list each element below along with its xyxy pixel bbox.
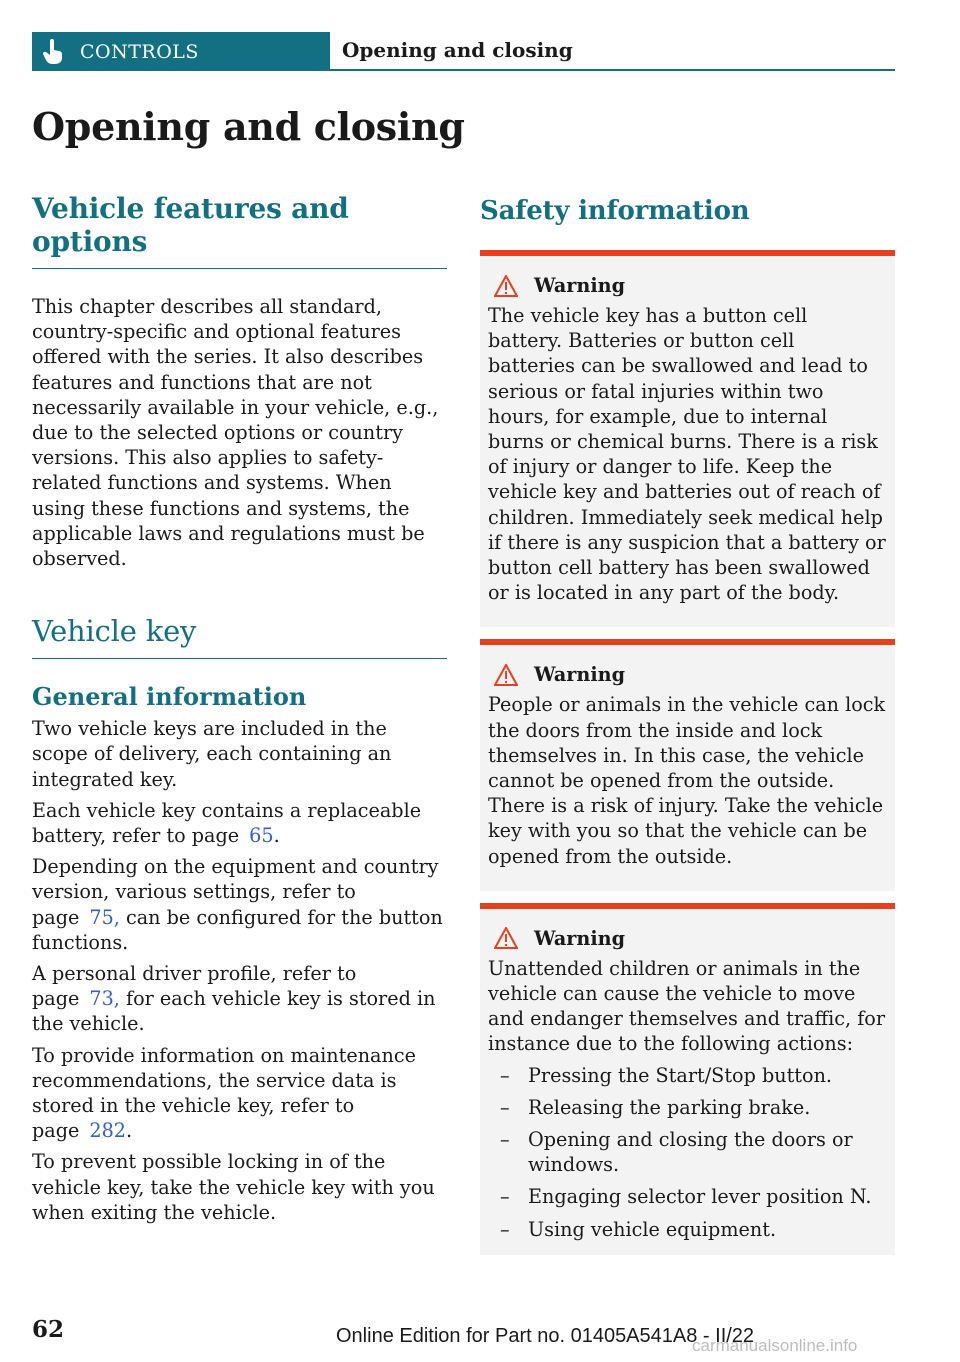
page-link-65[interactable]: 65 [249,824,274,848]
warning-label: Warning [534,926,626,950]
page-link-282[interactable]: 282 [89,1119,126,1143]
list-item: – Engaging selector lever position N. [488,1184,887,1209]
general-paragraph-2 [32,798,447,848]
section-tab[interactable] [32,32,330,71]
right-column [480,192,895,1267]
p2-text: Each vehicle key contains a replaceable battery, refer to page [32,798,422,848]
edition-footer: Online Edition for Part no. 01405A541A8 - II/22 [336,1325,755,1347]
p5-tail: . [126,1119,133,1143]
list-item: – Releasing the parking brake. [488,1095,887,1120]
warning-header [488,274,887,297]
safety-heading: Safety information [480,196,750,226]
header-rule [330,69,895,71]
warning-action-list [488,1063,887,1242]
list-item: – Opening and closing the doors or windows. [488,1127,887,1177]
warning-header [488,927,887,950]
warning-text: People or animals in the vehicle can lock the doors from the inside and lock themselves in. In this case, the vehicle cannot be opened from the outside. There is a risk of injury. Take the vehicle key with you so that the vehicle can be opened from the outside. [488,693,886,868]
hand-pointer-icon [42,39,64,65]
warning-box-3 [480,903,895,1255]
warning-text: Unattended children or animals in the vehicle can cause the vehicle to move and endanger themselves and traffic, for instance due to the following actions: [488,956,886,1056]
vehicle-key-heading: Vehicle key [32,614,197,649]
general-paragraph-1: Two vehicle keys are included in the scope of delivery, each containing an integrated key. [32,717,392,791]
page-header [32,32,895,71]
warning-box-1 [480,250,895,627]
warning-label: Warning [534,663,626,687]
features-rule [32,268,447,269]
page-title: Opening and closing [32,104,465,149]
general-paragraph-4 [32,961,447,1037]
left-column [32,192,447,1225]
warning-text: The vehicle key has a button cell battery. Batteries or button cell batteries can be swallowed and lead to serious or fatal injuries within two hours, for example, due to internal burns or chemical burns. There is a risk of injury or danger to life. Keep the vehicle key and batteries out of reach of children. Immediately seek medical help if there is any suspicion that a battery or button cell battery has been swallowed or is located in any part of the body. [488,304,886,605]
p3-tail: can be configured for the button functions. [32,905,443,954]
general-info-heading: General information [32,682,307,712]
warning-triangle-icon [494,664,518,686]
features-paragraph: This chapter describes all standard, country-specific and optional features offered with the series. It also describes features and functions that are not necessarily available in your vehicle, e.g., due to the selected options or country versions. This also applies to safety-related functions and systems. When using these functions and systems, the applicable laws and regulations must be observed. [32,295,439,571]
list-item: – Pressing the Start/Stop button. [488,1063,887,1088]
page-number: 62 [32,1316,65,1343]
p3-text: Depending on the equipment and country version, various settings, refer to page [32,855,439,929]
watermark: carmanualsonline.info [692,1336,858,1355]
list-item: – Using vehicle equipment. [488,1217,887,1242]
warning-header [488,663,887,686]
p2-tail: . [273,824,280,848]
page-link-73[interactable]: 73, [89,987,120,1011]
general-paragraph-5 [32,1043,447,1144]
warning-triangle-icon [494,275,518,297]
warning-label: Warning [534,274,626,297]
p5-text: To provide information on maintenance recommendations, the service data is stored in the vehicle key, refer to page [32,1043,416,1143]
vehicle-key-rule [32,658,447,659]
general-paragraph-3 [32,854,447,955]
p4-tail: for each vehicle key is stored in the vehicle. [32,987,436,1036]
features-heading: Vehicle features and options [32,192,349,258]
page-link-75[interactable]: 75, [89,905,120,929]
warning-triangle-icon [494,927,518,949]
general-paragraph-6: To prevent possible locking in of the vehicle key, take the vehicle key with you when exiting the vehicle. [32,1150,435,1224]
section-label: CONTROLS [80,40,199,63]
warning-box-2 [480,639,895,890]
p4-text: A personal driver profile, refer to page [32,962,357,1011]
header-title: Opening and closing [342,38,573,62]
